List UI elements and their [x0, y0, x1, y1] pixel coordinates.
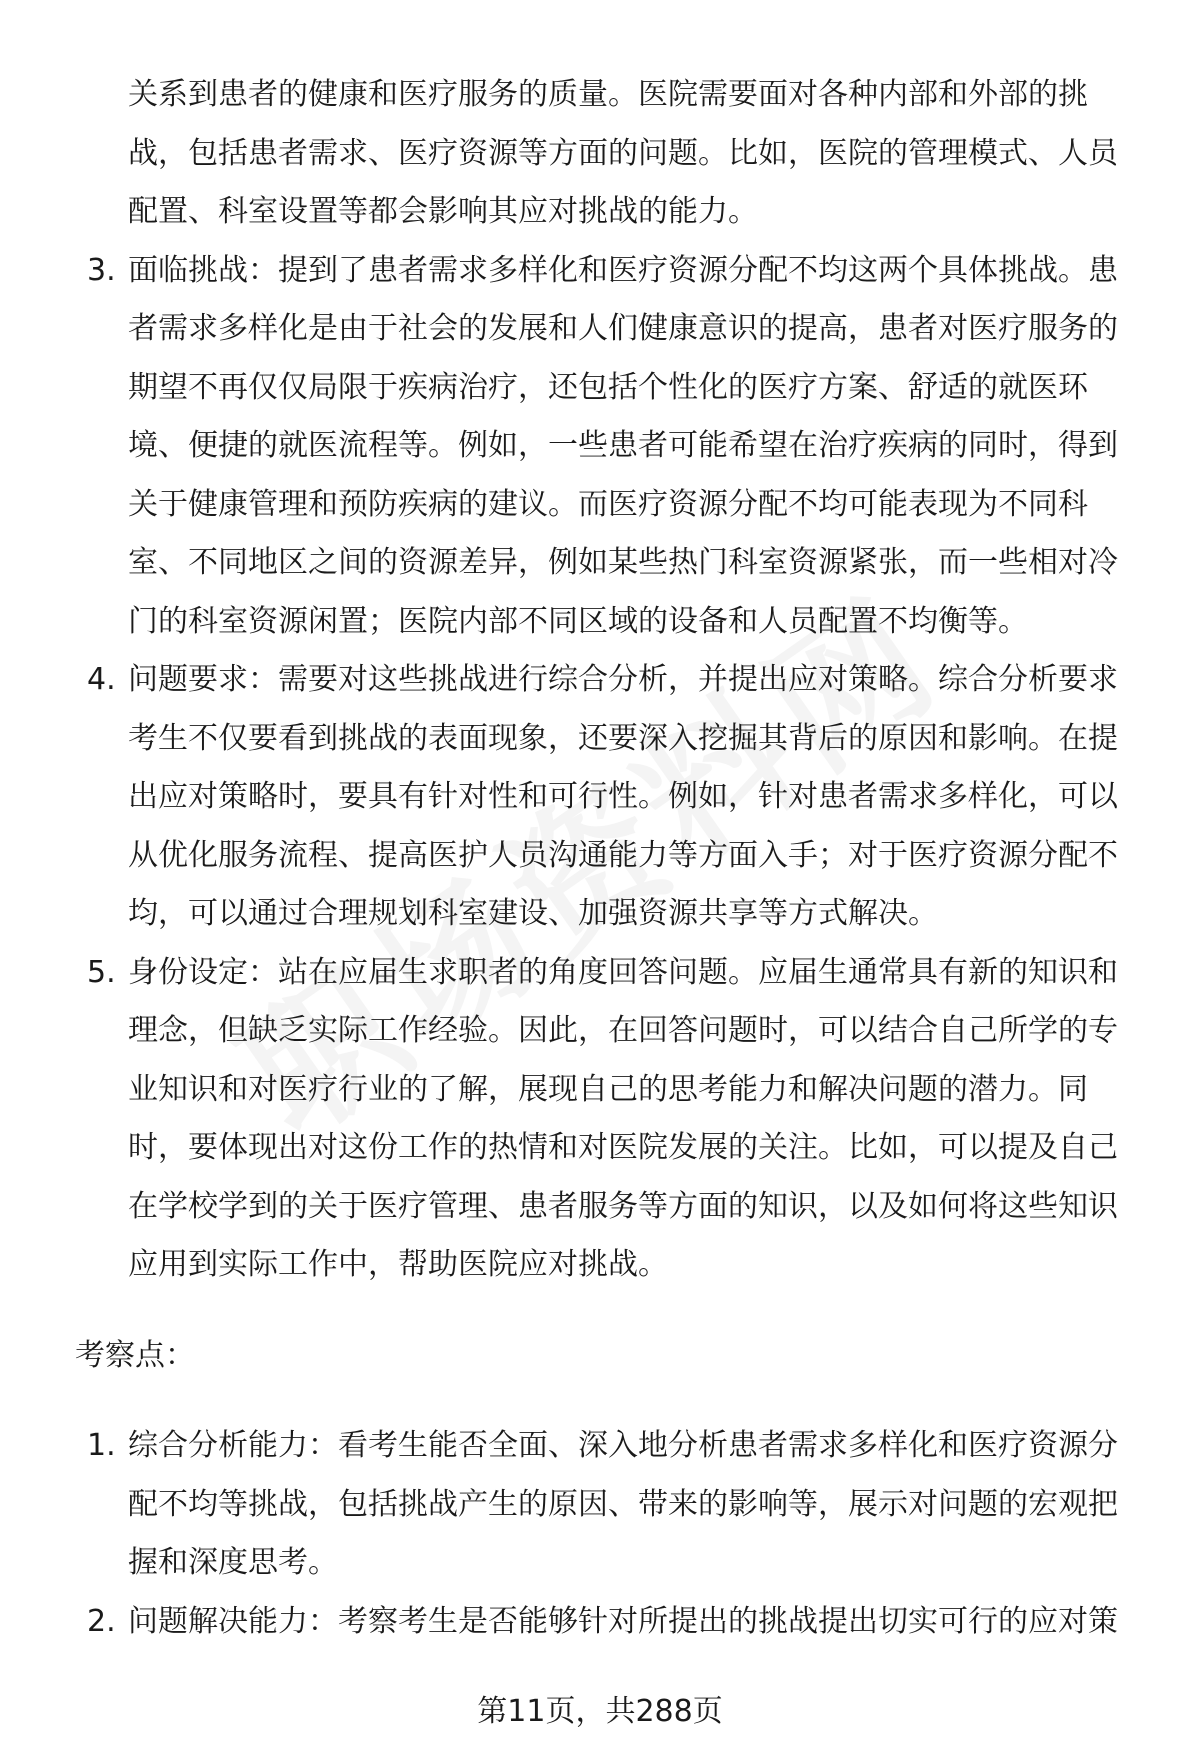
list-item-number: 4.: [87, 662, 116, 697]
intro-paragraph: 关系到患者的健康和医疗服务的质量。医院需要面对各种内部和外部的挑战，包括患者需求、医疗资源等方面的问题。比如，医院的管理模式、人员配置、科室设置等都会影响其应对挑战的能力。: [128, 77, 1118, 229]
document-body: [75, 66, 1145, 1651]
challenge-list: [75, 242, 1145, 1295]
list-item-text: 综合分析能力：看考生能否全面、深入地分析患者需求多样化和医疗资源分配不均等挑战，包括挑战产生的原因、带来的影响等，展示对问题的宏观把握和深度思考。: [128, 1428, 1118, 1580]
list-item: [75, 1593, 1145, 1652]
list-item: [75, 944, 1145, 1295]
list-item-number: 5.: [87, 954, 116, 990]
list-item: [75, 651, 1145, 944]
list-item: [75, 242, 1145, 652]
list-item-text: 身份设定：站在应届生求职者的角度回答问题。应届生通常具有新的知识和理念，但缺乏实际工作经验。因此，在回答问题时，可以结合自己所学的专业知识和对医疗行业的了解，展现自己的思考能力和解决问题的潜力。同时，要体现出对这份工作的热情和对医院发展的关注。比如，可以提及自己在学校学到的关于医疗管理、患者服务等方面的知识，以及如何将这些知识应用到实际工作中，帮助医院应对挑战。: [128, 954, 1118, 1282]
list-item-text: 面临挑战：提到了患者需求多样化和医疗资源分配不均这两个具体挑战。患者需求多样化是由于社会的发展和人们健康意识的提高，患者对医疗服务的期望不再仅仅局限于疾病治疗，还包括个性化的医疗方案、舒适的就医环境、便捷的就医流程等。例如，一些患者可能希望在治疗疾病的同时，得到关于健康管理和预防疾病的建议。而医疗资源分配不均可能表现为不同科室、不同地区之间的资源差异，例如某些热门科室资源紧张，而一些相对冷门的科室资源闲置；医院内部不同区域的设备和人员配置不均衡等。: [128, 252, 1118, 639]
section-heading: 考察点：: [75, 1337, 195, 1373]
page-footer: 第11页，共288页: [477, 1694, 723, 1729]
list-item-number: 1.: [87, 1428, 116, 1463]
assessment-points-list: [75, 1417, 1145, 1651]
list-item-text: 问题解决能力：考察考生是否能够针对所提出的挑战提出切实可行的应对策: [128, 1603, 1118, 1639]
list-item-number: 2.: [87, 1603, 116, 1639]
list-item-number: 3.: [87, 252, 116, 288]
list-item: [75, 1417, 1145, 1593]
list-item-text: 问题要求：需要对这些挑战进行综合分析，并提出应对策略。综合分析要求考生不仅要看到挑战的表面现象，还要深入挖掘其背后的原因和影响。在提出应对策略时，要具有针对性和可行性。例如，针对患者需求多样化，可以从优化服务流程、提高医护人员沟通能力等方面入手；对于医疗资源分配不均，可以通过合理规划科室建设、加强资源共享等方式解决。: [128, 662, 1118, 931]
